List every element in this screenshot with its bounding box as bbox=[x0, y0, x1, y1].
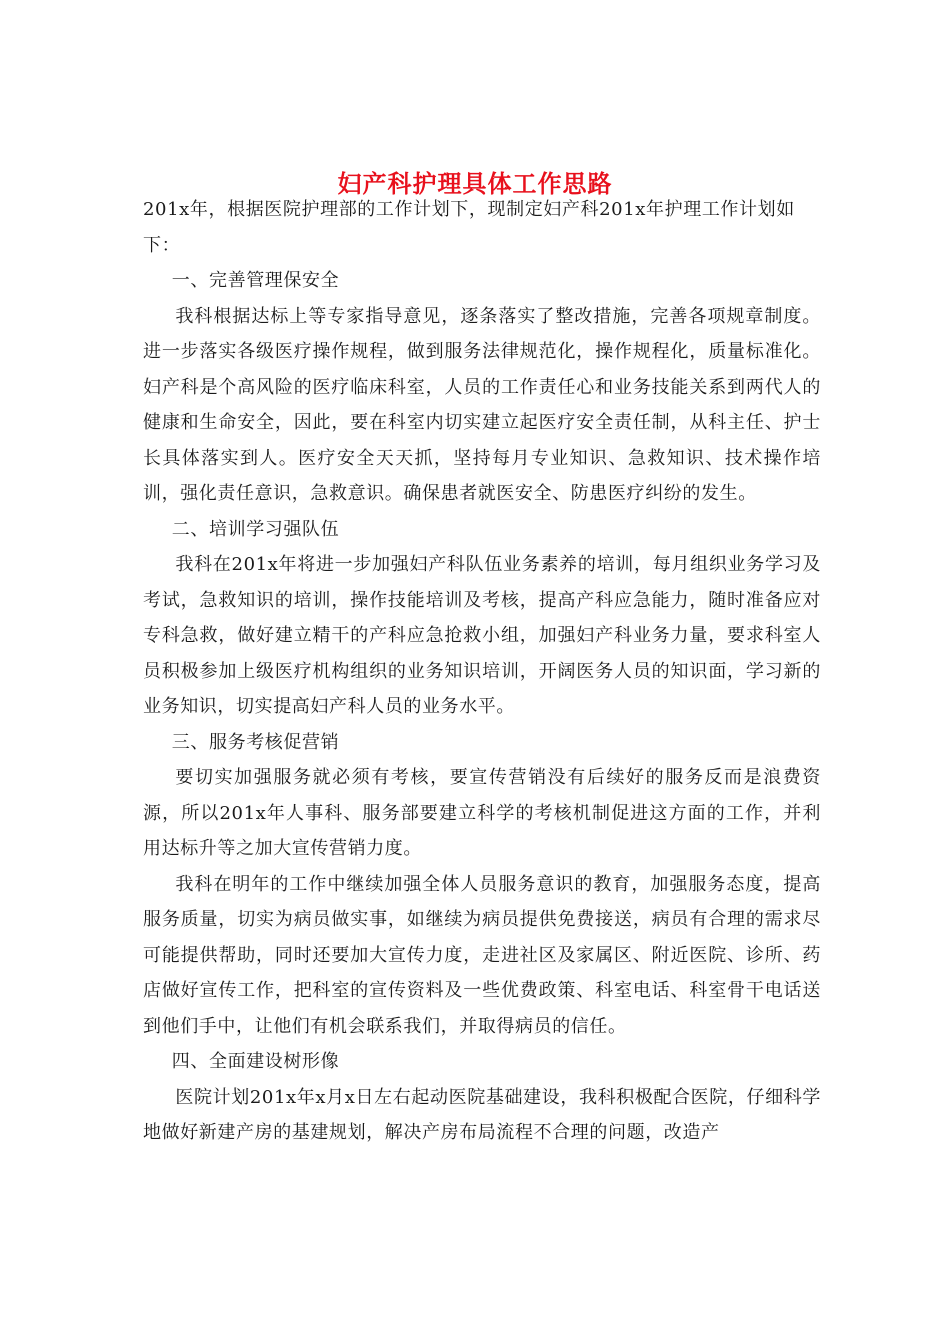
section-4-paragraph-1: 医院计划201x年x月x日左右起动医院基础建设，我科积极配合医院，仔细科学地做好新建产房的基建规划，解决产房布局流程不合理的问题，改造产 bbox=[143, 1086, 821, 1143]
section-heading-1: 一、完善管理保安全 bbox=[171, 270, 340, 291]
section-3-paragraph-1: 要切实加强服务就必须有考核，要宣传营销没有后续好的服务反而是浪费资源，所以201x年人事科、服务部要建立科学的考核机制促进这方面的工作，并利用达标升等之加大宣传营销力度。 bbox=[143, 767, 821, 859]
document-body bbox=[143, 192, 821, 1151]
section-2-paragraph-1: 我科在201x年将进一步加强妇产科队伍业务素养的培训，每月组织业务学习及考试，急救知识的培训，操作技能培训及考核，提高产科应急能力，随时准备应对专科急救，做好建立精干的产科应急抢救小组，加强妇产科业务力量，要求科室人员积极参加上级医疗机构组织的业务知识培训，开阔医务人员的知识面，学习新的业务知识，切实提高妇产科人员的业务水平。 bbox=[143, 554, 821, 717]
section-heading-2: 二、培训学习强队伍 bbox=[171, 518, 340, 540]
section-heading-3: 三、服务考核促营销 bbox=[171, 731, 340, 753]
document-title: 妇产科护理具体工作思路 bbox=[337, 169, 613, 199]
section-1-paragraph-1: 我科根据达标上等专家指导意见，逐条落实了整改措施，完善各项规章制度。进一步落实各级医疗操作规程，做到服务法律规范化，操作规程化，质量标准化。妇产科是个高风险的医疗临床科室，人员的工作责任心和业务技能关系到两代人的健康和生命安全，因此，要在科室内切实建立起医疗安全责任制，从科主任、护士长具体落实到人。医疗安全天天抓，坚持每月专业知识、急救知识、技术操作培训，强化责任意识，急救意识。确保患者就医安全、防患医疗纠纷的发生。 bbox=[143, 305, 821, 504]
section-heading-4: 四、全面建设树形像 bbox=[171, 1051, 340, 1072]
section-3-paragraph-2: 我科在明年的工作中继续加强全体人员服务意识的教育，加强服务态度，提高服务质量，切实为病员做实事，如继续为病员提供免费接送，病员有合理的需求尽可能提供帮助，同时还要加大宣传力度，走进社区及家属区、附近医院、诊所、药店做好宣传工作，把科室的宣传资料及一些优费政策、科室电话、科室骨干电话送到他们手中，让他们有机会联系我们，并取得病员的信任。 bbox=[143, 873, 821, 1037]
intro-paragraph: 201x年，根据医院护理部的工作计划下，现制定妇产科201x年护理工作计划如下： bbox=[143, 199, 795, 256]
